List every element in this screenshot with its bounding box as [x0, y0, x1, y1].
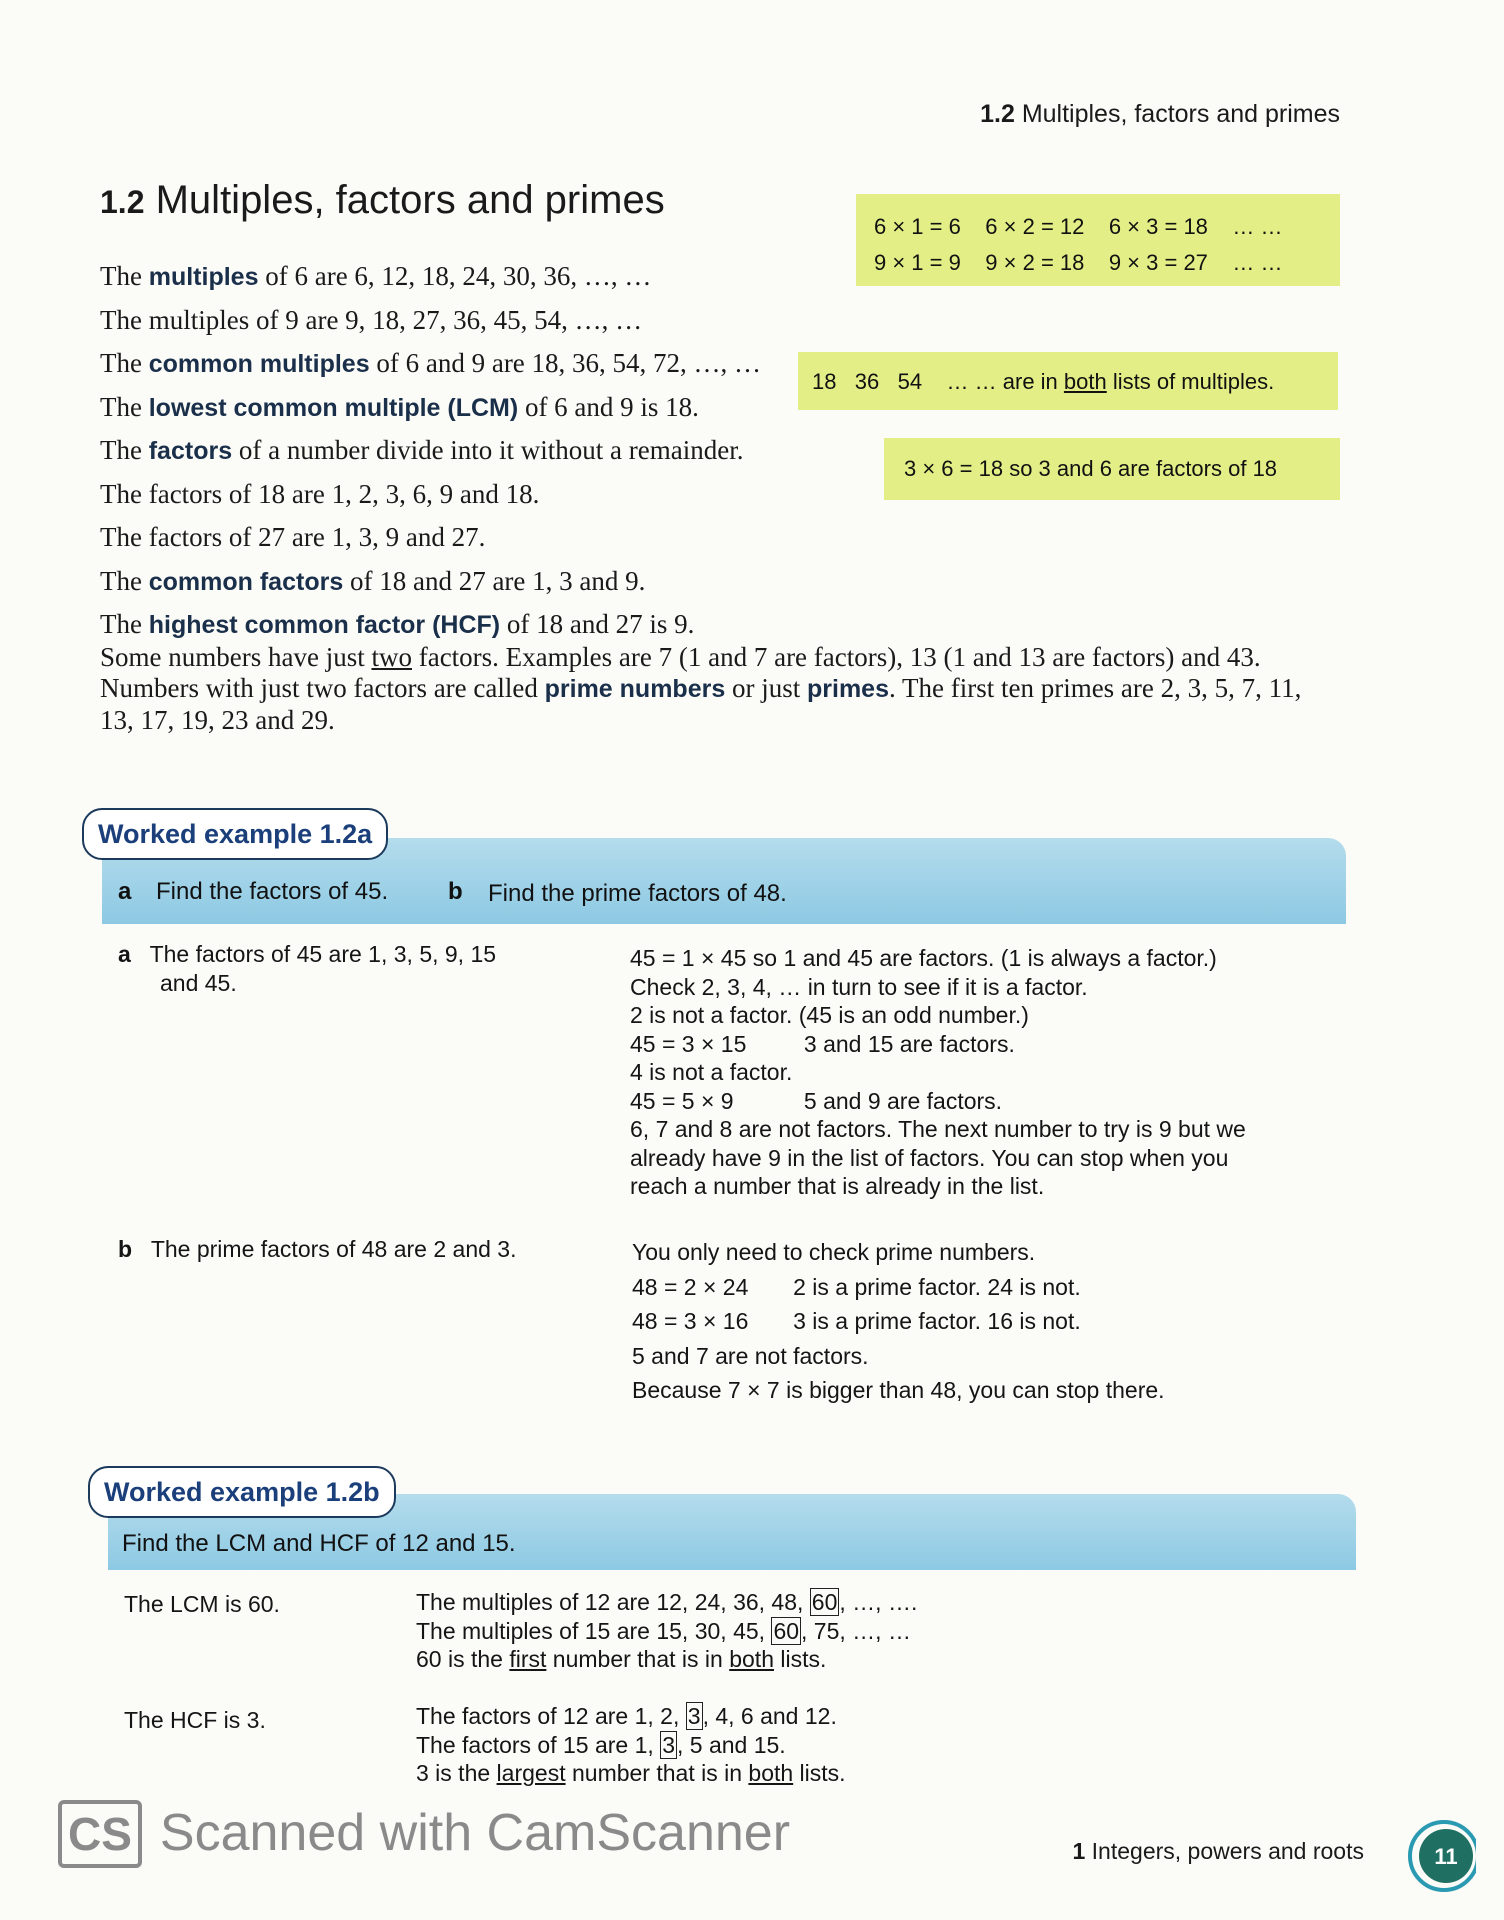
definition-line [100, 299, 761, 343]
para-text: or just [725, 673, 807, 703]
text: 3 is the [416, 1760, 497, 1786]
header-section-number: 1.2 [980, 100, 1015, 128]
running-header [980, 100, 1340, 129]
answer-a-text-cont: and 45. [160, 969, 237, 996]
note-row [812, 369, 1274, 395]
text: number that is in [546, 1646, 730, 1672]
boxed-60: 60 [773, 1617, 800, 1644]
text: , 75, …, … [801, 1617, 911, 1644]
def-term: common multiples [148, 350, 370, 378]
title-text: Multiples, factors and primes [155, 178, 665, 222]
answer-a-text: The factors of 45 are 1, 3, 5, 9, 15 [149, 941, 497, 967]
def-text: of 6 and 9 is 18. [518, 391, 699, 422]
we-a-answer-a [118, 940, 496, 997]
footer-chapter-title: Integers, powers and roots [1091, 1838, 1364, 1864]
text: number that is in [565, 1760, 749, 1786]
def-term: common factors [148, 567, 344, 596]
def-term: lowest common multiple (LCM) [148, 393, 519, 422]
lcm-working [416, 1588, 917, 1674]
footer-chapter-number: 1 [1072, 1838, 1086, 1864]
text: lists. [773, 1646, 827, 1672]
para-underline: two [371, 642, 412, 672]
answer-b-text: The prime factors of 48 are 2 and 3. [150, 1236, 517, 1262]
boxed-3: 3 [687, 1703, 701, 1729]
para-text: factors. Examples are 7 (1 and 7 are factors), 13 (1 and 13 are factors) and 43. Numbers with just two factors are called [100, 642, 1261, 703]
working-line: You only need to check prime numbers. [632, 1239, 1036, 1265]
hcf-answer: The HCF is 3. [124, 1707, 266, 1733]
def-term: multiples [148, 263, 259, 291]
note-times-tables [856, 194, 1340, 286]
definition-line [100, 429, 761, 473]
working-line: Because 7 × 7 is bigger than 48, you can stop there. [632, 1377, 1165, 1403]
page-number-badge [1404, 1820, 1476, 1892]
question-a-label: a [118, 878, 132, 905]
answer-a-label: a [118, 941, 131, 967]
note-common-multiples [798, 352, 1338, 410]
we-a-working-b [632, 1235, 1165, 1408]
note-row-6: 6 × 1 = 6 6 × 2 = 12 6 × 3 = 18 … … [874, 214, 1283, 239]
def-text: The [100, 261, 149, 291]
page-number: 11 [1434, 1844, 1458, 1869]
definition-line [100, 342, 761, 386]
term-prime-numbers: prime numbers [544, 675, 726, 703]
para-text: Some numbers have just [100, 642, 372, 672]
text: The factors of 12 are 1, 2, [416, 1703, 686, 1729]
definitions-list [100, 255, 761, 647]
question: Find the LCM and HCF of 12 and 15. [122, 1530, 516, 1557]
working-line: 45 = 1 × 45 so 1 and 45 are factors. (1 is always a factor.) [630, 945, 1217, 971]
working-line: 48 = 3 × 16 3 is a prime factor. 16 is not. [632, 1308, 1081, 1334]
text: , 4, 6 and 12. [702, 1703, 837, 1729]
page-footer [1072, 1838, 1364, 1865]
primes-paragraph [100, 642, 1310, 736]
camscanner-watermark [58, 1800, 790, 1868]
question-b-label: b [448, 878, 463, 905]
answer-b-label: b [118, 1236, 133, 1262]
def-text: The [100, 348, 149, 378]
def-term: highest common factor (HCF) [148, 611, 501, 639]
def-text: The [100, 391, 149, 422]
camscanner-logo: CS [58, 1800, 142, 1868]
text: 60 is the [416, 1646, 510, 1672]
definition-line [100, 516, 761, 560]
def-text: The [100, 435, 149, 465]
text: , …, …. [839, 1589, 918, 1615]
page-title [100, 178, 665, 223]
text: The factors of 15 are 1, [416, 1731, 661, 1758]
working-line: 45 = 5 × 9 5 and 9 are factors. [630, 1087, 1003, 1114]
underline-both: both [748, 1760, 794, 1786]
working-line: already have 9 in the list of factors. You can stop when you [630, 1144, 1229, 1171]
def-text: The factors of 27 are 1, 3, 9 and 27. [100, 522, 486, 552]
def-text: of 18 and 27 are 1, 3 and 9. [343, 565, 646, 596]
text: , 5 and 15. [676, 1731, 786, 1758]
working-line: 48 = 2 × 24 2 is a prime factor. 24 is not. [632, 1273, 1081, 1300]
working-line: 45 = 3 × 15 3 and 15 are factors. [630, 1030, 1015, 1057]
def-text: of 6 are 6, 12, 18, 24, 30, 36, …, … [258, 261, 652, 291]
definition-line [100, 255, 761, 299]
watermark-text: Scanned with CamScanner [159, 1804, 791, 1862]
boxed-60: 60 [811, 1589, 838, 1615]
question-a: Find the factors of 45. [156, 878, 389, 905]
note-text: 18 36 54 … … are in [812, 369, 1064, 394]
def-text: The factors of 18 are 1, 2, 3, 6, 9 and 18. [100, 478, 540, 509]
working-line: reach a number that is already in the list. [630, 1173, 1045, 1199]
we-a-answer-b [118, 1235, 516, 1264]
working-line: 5 and 7 are not factors. [632, 1342, 869, 1369]
worked-example-b-tab: Worked example 1.2b [88, 1466, 396, 1518]
def-text: The multiples of 9 are 9, 18, 27, 36, 45, 54, …, … [100, 304, 643, 335]
lcm-answer: The LCM is 60. [124, 1591, 280, 1617]
note-row-9: 9 × 1 = 9 9 × 2 = 18 9 × 3 = 27 … … [874, 250, 1283, 275]
note-text: lists of multiples. [1106, 369, 1275, 394]
def-text: of a number divide into it without a remainder. [232, 435, 744, 465]
text: The multiples of 12 are 12, 24, 36, 48, [416, 1589, 810, 1615]
def-text: of 6 and 9 are 18, 36, 54, 72, …, … [369, 348, 762, 378]
boxed-3: 3 [662, 1731, 675, 1758]
we-a-working-a [630, 944, 1246, 1201]
question-b: Find the prime factors of 48. [488, 880, 787, 907]
working-line: 6, 7 and 8 are not factors. The next number to try is 9 but we [630, 1116, 1246, 1142]
worked-example-a-tab: Worked example 1.2a [82, 808, 388, 860]
underline-both: both [729, 1646, 774, 1672]
para-text: . The first ten primes are 2, 3, 5, 7, 11, 13, 17, 19, 23 and 29. [100, 673, 1302, 735]
definition-line [100, 473, 761, 517]
definition-line [100, 560, 761, 604]
note-underline: both [1063, 369, 1107, 394]
underline-largest: largest [496, 1760, 566, 1786]
hcf-working [416, 1702, 846, 1788]
text: The multiples of 15 are 15, 30, 45, [416, 1617, 772, 1644]
text: lists. [793, 1760, 846, 1786]
def-term: factors [148, 437, 233, 465]
def-text: The [100, 565, 149, 596]
note-row: 3 × 6 = 18 so 3 and 6 are factors of 18 [904, 456, 1278, 481]
title-number: 1.2 [100, 184, 145, 220]
definition-line [100, 386, 761, 430]
def-text: The [100, 609, 149, 639]
note-factors [884, 438, 1340, 500]
working-line: 4 is not a factor. [630, 1059, 793, 1085]
working-line: 2 is not a factor. (45 is an odd number.) [630, 1002, 1029, 1028]
def-text: of 18 and 27 is 9. [500, 609, 695, 639]
underline-first: first [509, 1646, 547, 1672]
working-line: Check 2, 3, 4, … in turn to see if it is a factor. [630, 973, 1088, 1000]
definition-line [100, 603, 761, 647]
header-section-title: Multiples, factors and primes [1021, 100, 1340, 128]
term-primes: primes [807, 675, 889, 703]
